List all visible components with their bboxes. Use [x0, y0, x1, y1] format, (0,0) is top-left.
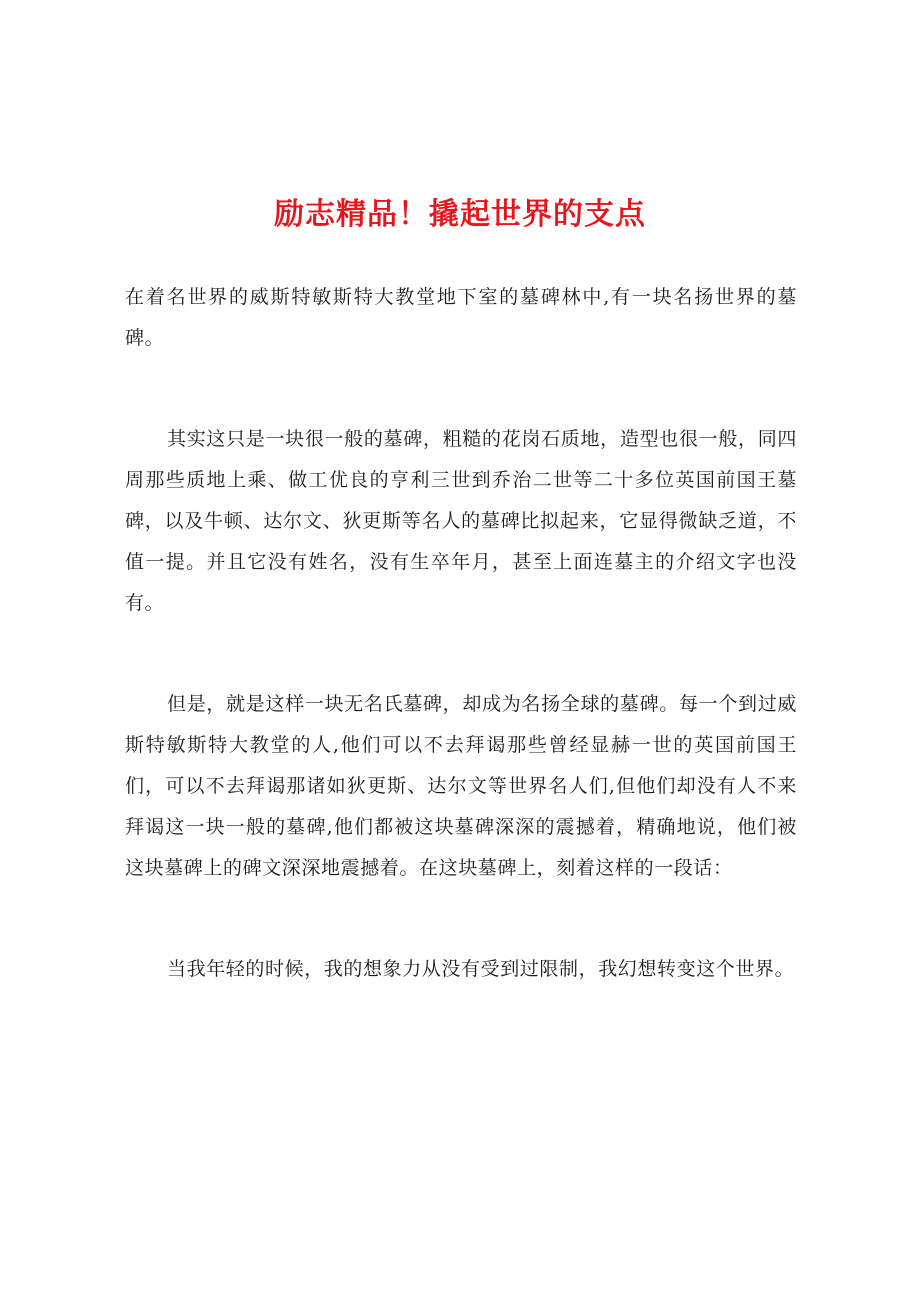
- document-title: 励志精品！撬起世界的支点: [274, 197, 646, 232]
- paragraph-spacer: [125, 889, 797, 949]
- paragraph-2: 其实这只是一块很一般的墓碑，粗糙的花岗石质地，造型也很一般，同四周那些质地上乘、做工优良的亨利三世到乔治二世等二十多位英国前国王墓碑，以及牛顿、达尔文、狄更斯等名人的墓碑比拟起来，它显得微缺乏道，不值一提。并且它没有姓名，没有生卒年月，甚至上面连墓主的介绍文字也没有。: [125, 428, 797, 614]
- paragraph-1: 在着名世界的威斯特敏斯特大教堂地下室的墓碑林中,有一块名扬世界的墓碑。: [125, 286, 797, 349]
- document-body: [125, 277, 797, 990]
- paragraph-spacer: [125, 359, 797, 419]
- paragraph-4: 当我年轻的时候，我的想象力从没有受到过限制，我幻想转变这个世界。: [167, 958, 795, 980]
- paragraph-spacer: [125, 624, 797, 684]
- paragraph-3: 但是，就是这样一块无名氏墓碑，却成为名扬全球的墓碑。每一个到过威斯特敏斯特大教堂的人,他们可以不去拜谒那些曾经显赫一世的英国前国王们，可以不去拜谒那诸如狄更斯、达尔文等世界名人们,但他们却没有人不来拜谒这一块一般的墓碑,他们都被这块墓碑深深的震撼着，精确地说，他们被这块墓碑上的碑文深深地震撼着。在这块墓碑上，刻着这样的一段话：: [125, 693, 797, 879]
